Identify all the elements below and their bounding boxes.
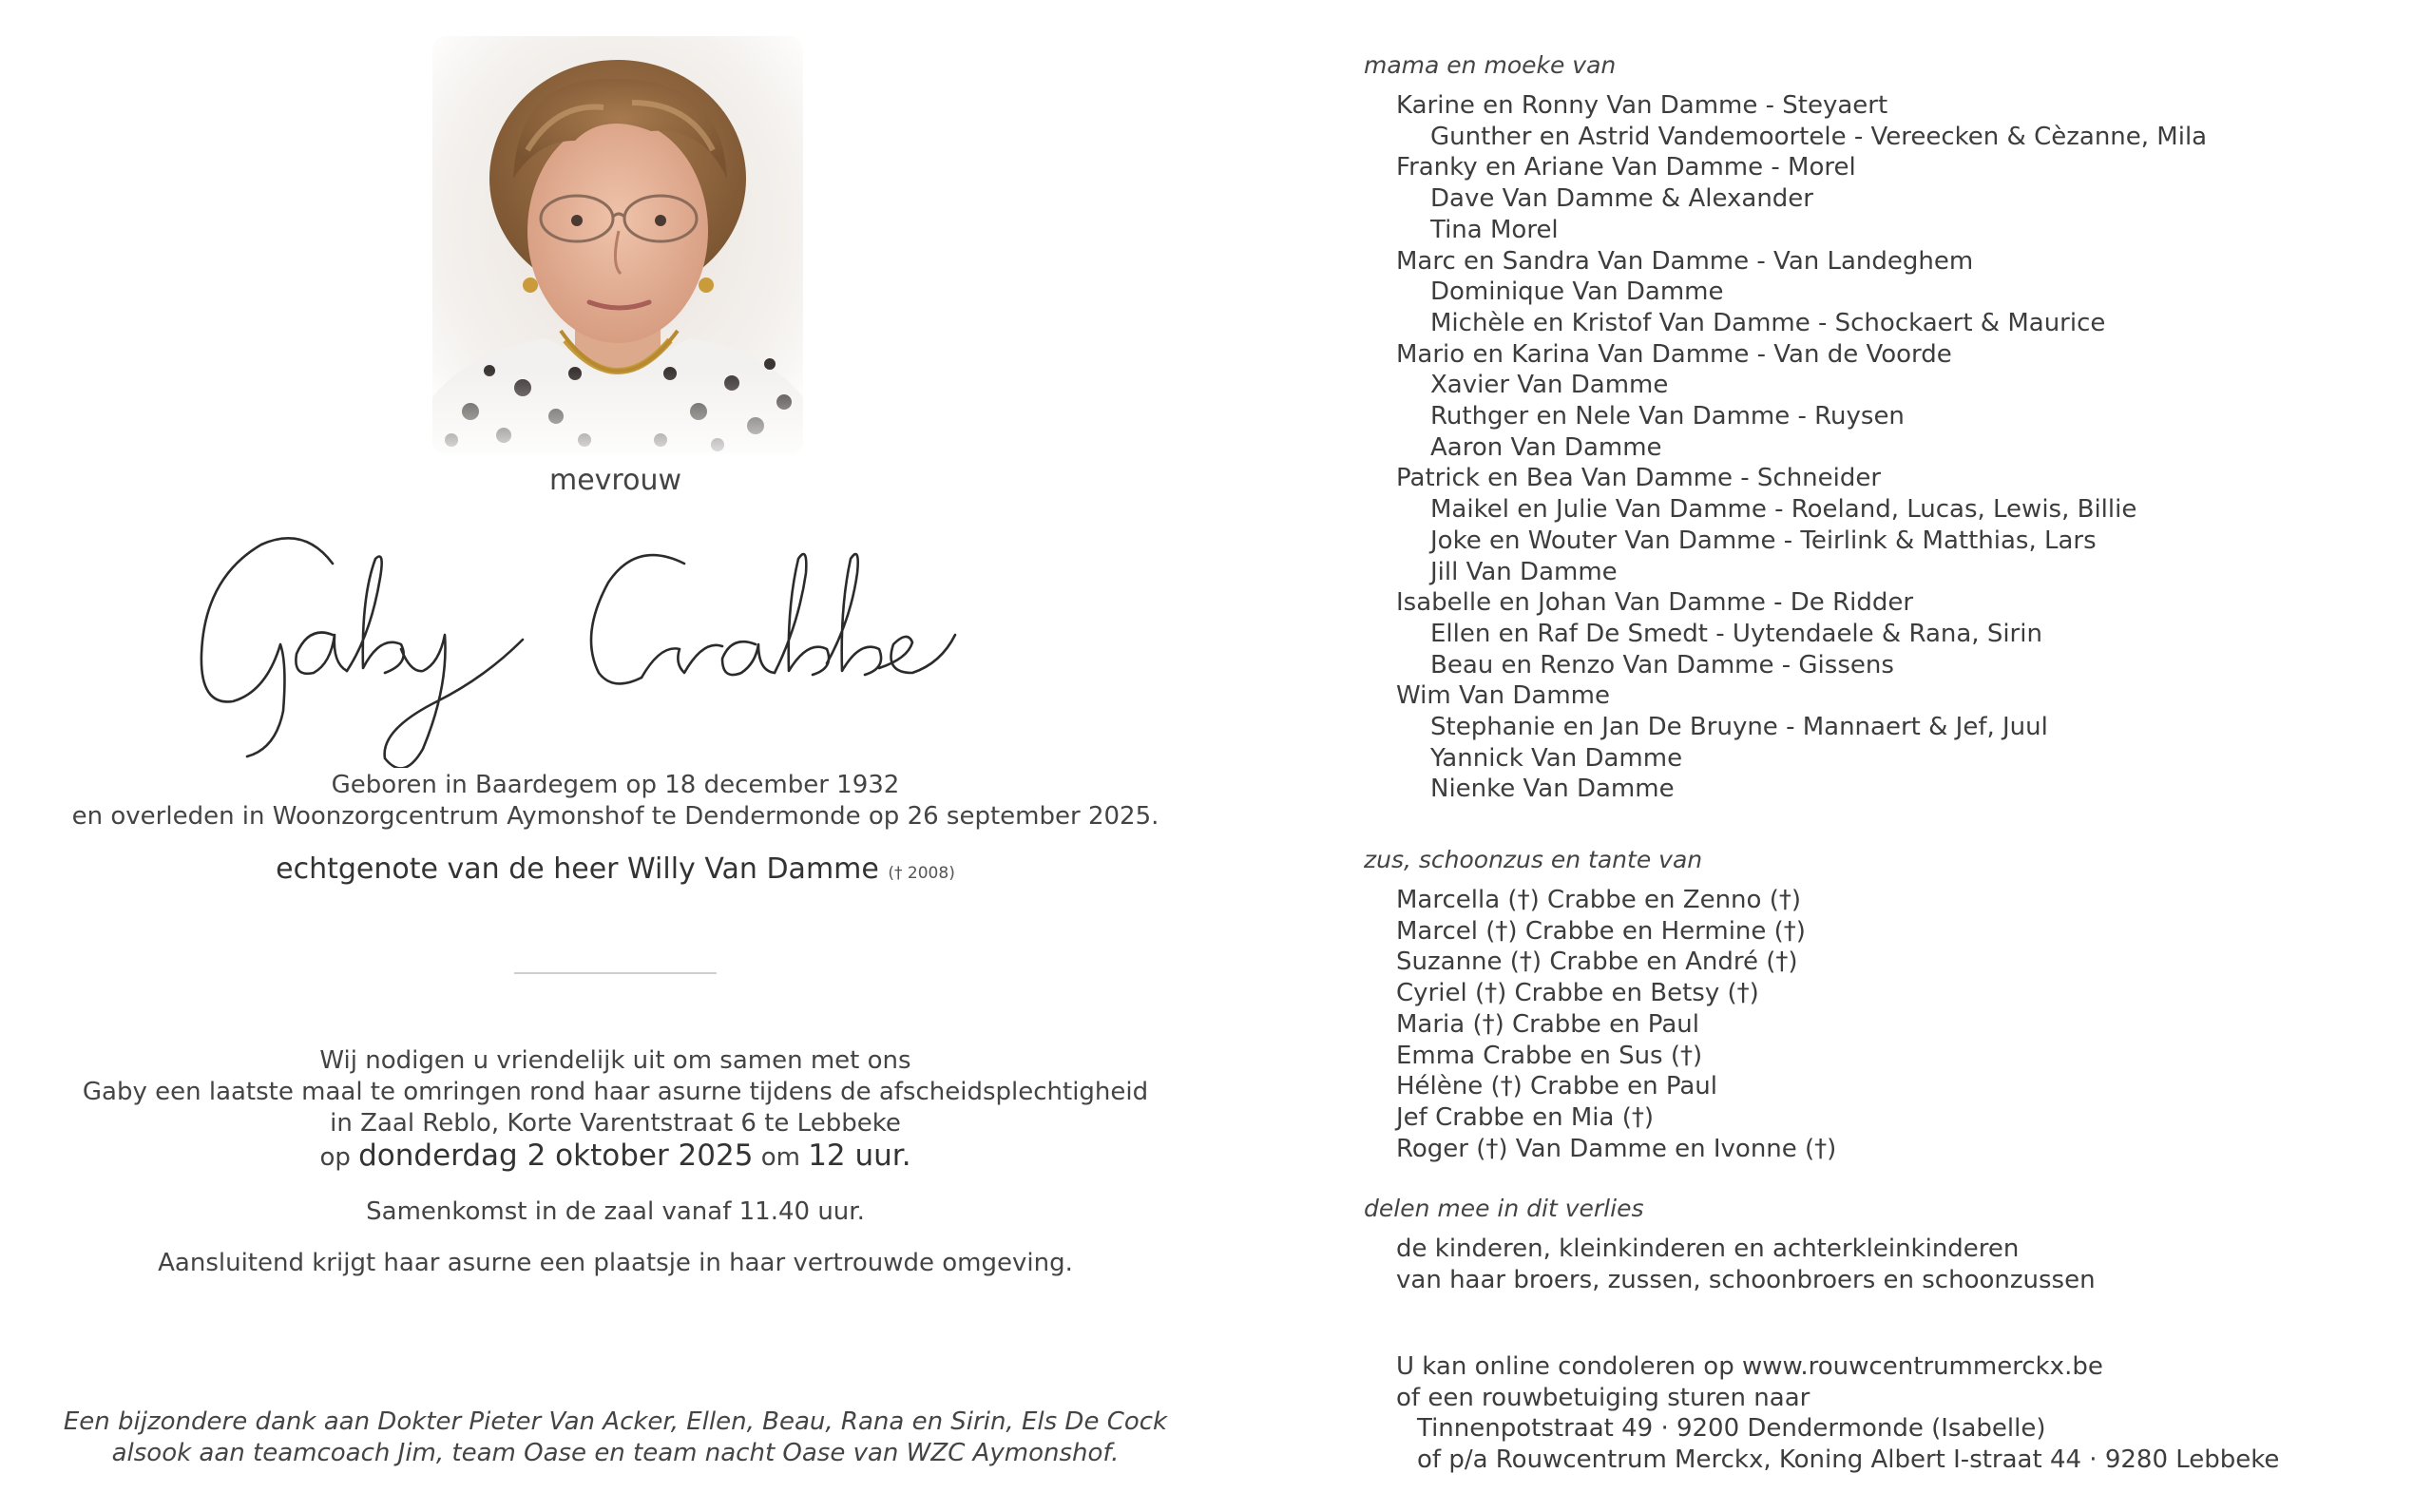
list-item: Tina Morel <box>1430 215 1559 244</box>
spouse-death-note: († 2008) <box>888 864 955 883</box>
death-line: en overleden in Woonzorgcentrum Aymonshof te Dendermonde op 26 september 2025. <box>71 802 1159 831</box>
right-panel <box>1364 0 2409 1512</box>
siblings-list <box>1396 885 1836 1164</box>
list-item: Yannick Van Damme <box>1430 743 1683 773</box>
thanks-text <box>0 1407 1231 1469</box>
list-item: Marcella (†) Crabbe en Zenno (†) <box>1396 886 1801 914</box>
ceremony-date-line <box>0 1139 1231 1173</box>
list-item: Jill Van Damme <box>1430 557 1618 586</box>
list-item: Marcel (†) Crabbe en Hermine (†) <box>1396 916 1806 946</box>
spouse-text: echtgenote van de heer Willy Van Damme <box>276 852 879 886</box>
thanks-line-2: alsook aan teamcoach Jim, team Oase en team nacht Oase van WZC Aymonshof. <box>111 1439 1120 1467</box>
share-list <box>1396 1234 2096 1295</box>
list-item: Cyriel (†) Crabbe en Betsy (†) <box>1396 979 1759 1008</box>
list-item: van haar broers, zussen, schoonbroers en schoonzussen <box>1396 1265 2096 1294</box>
list-item: Wim Van Damme <box>1396 681 1610 711</box>
list-item: Maikel en Julie Van Damme - Roeland, Lucas, Lewis, Billie <box>1430 495 2137 525</box>
date-om: om <box>760 1143 800 1172</box>
list-item: Franky en Ariane Van Damme - Morel <box>1396 153 1856 182</box>
list-item: Karine en Ronny Van Damme - Steyaert <box>1396 91 1888 120</box>
family-list <box>1396 90 2207 805</box>
list-item: Beau en Renzo Van Damme - Gissens <box>1430 650 1894 679</box>
list-item: Hélène (†) Crabbe en Paul <box>1396 1072 1717 1101</box>
list-item: Gunther en Astrid Vandemoortele - Vereecken & Cèzanne, Mila <box>1430 122 2208 151</box>
list-item: Patrick en Bea Van Damme - Schneider <box>1396 464 1882 493</box>
list-item: Maria (†) Crabbe en Paul <box>1396 1009 1699 1039</box>
list-item: Ellen en Raf De Smedt - Uytendaele & Rana, Sirin <box>1430 619 2042 648</box>
list-item: Dominique Van Damme <box>1430 278 1724 307</box>
thanks-line-1: Een bijzondere dank aan Dokter Pieter Van Acker, Ellen, Beau, Rana en Sirin, Els De Cock <box>63 1407 1168 1436</box>
list-item: Xavier Van Damme <box>1430 371 1669 400</box>
list-item: Mario en Karina Van Damme - Van de Voorde <box>1396 339 1952 369</box>
invite-line-3: in Zaal Reblo, Korte Varentstraat 6 te Lebbeke <box>330 1109 901 1138</box>
list-item: Suzanne (†) Crabbe en André (†) <box>1396 947 1798 977</box>
spouse-line <box>0 852 1231 886</box>
invite-line-2: Gaby een laatste maal te omringen rond haar asurne tijdens de afscheidsplechtigheid <box>82 1078 1149 1106</box>
share-section-title: delen mee in dit verlies <box>1364 1195 1644 1222</box>
mourning-card-line: of een rouwbetuiging sturen naar <box>1396 1383 1810 1412</box>
online-condolence-line: U kan online condoleren op www.rouwcentrummerckx.be <box>1396 1352 2103 1381</box>
birth-line: Geboren in Baardegem op 18 december 1932 <box>331 771 900 799</box>
list-item: Jef Crabbe en Mia (†) <box>1396 1102 1655 1132</box>
ceremony-day: donderdag 2 oktober 2025 <box>358 1139 754 1173</box>
address-line-1: Tinnenpotstraat 49 · 9200 Dendermonde (Isabelle) <box>1417 1414 2046 1444</box>
name-signature <box>190 521 1064 768</box>
invite-line-1: Wij nodigen u vriendelijk uit om samen met ons <box>319 1046 911 1075</box>
list-item: Emma Crabbe en Sus (†) <box>1396 1041 1703 1070</box>
list-item: Aaron Van Damme <box>1430 432 1662 462</box>
family-section-title: mama en moeke van <box>1364 51 1617 79</box>
list-item: Stephanie en Jan De Bruyne - Mannaert & Jef, Juul <box>1430 713 2048 742</box>
list-item: Roger (†) Van Damme en Ivonne (†) <box>1396 1134 1837 1163</box>
address-line-2: of p/a Rouwcentrum Merckx, Koning Albert I-straat 44 · 9280 Lebbeke <box>1417 1445 2280 1475</box>
date-op: op <box>319 1143 351 1172</box>
afterwards-text: Aansluitend krijgt haar asurne een plaatsje in haar vertrouwde omgeving. <box>158 1249 1073 1277</box>
list-item: Nienke Van Damme <box>1430 775 1675 804</box>
list-item: Marc en Sandra Van Damme - Van Landeghem <box>1396 246 1974 276</box>
list-item: Isabelle en Johan Van Damme - De Ridder <box>1396 588 1914 618</box>
portrait-photo <box>432 36 803 454</box>
ceremony-time: 12 uur. <box>808 1139 911 1173</box>
list-item: Ruthger en Nele Van Damme - Ruysen <box>1430 402 1905 431</box>
siblings-section-title: zus, schoonzus en tante van <box>1364 846 1703 873</box>
gathering-text: Samenkomst in de zaal vanaf 11.40 uur. <box>366 1197 865 1226</box>
condolence-info <box>1396 1351 2279 1476</box>
invitation-text <box>0 1045 1231 1139</box>
divider-line <box>514 972 717 974</box>
list-item: de kinderen, kleinkinderen en achterkleinkinderen <box>1396 1234 2020 1263</box>
list-item: Joke en Wouter Van Damme - Teirlink & Matthias, Lars <box>1430 526 2097 555</box>
birth-death-text <box>0 770 1231 833</box>
list-item: Michèle en Kristof Van Damme - Schockaert & Maurice <box>1430 308 2106 337</box>
list-item: Dave Van Damme & Alexander <box>1430 184 1813 214</box>
title-prefix: mevrouw <box>548 464 681 497</box>
